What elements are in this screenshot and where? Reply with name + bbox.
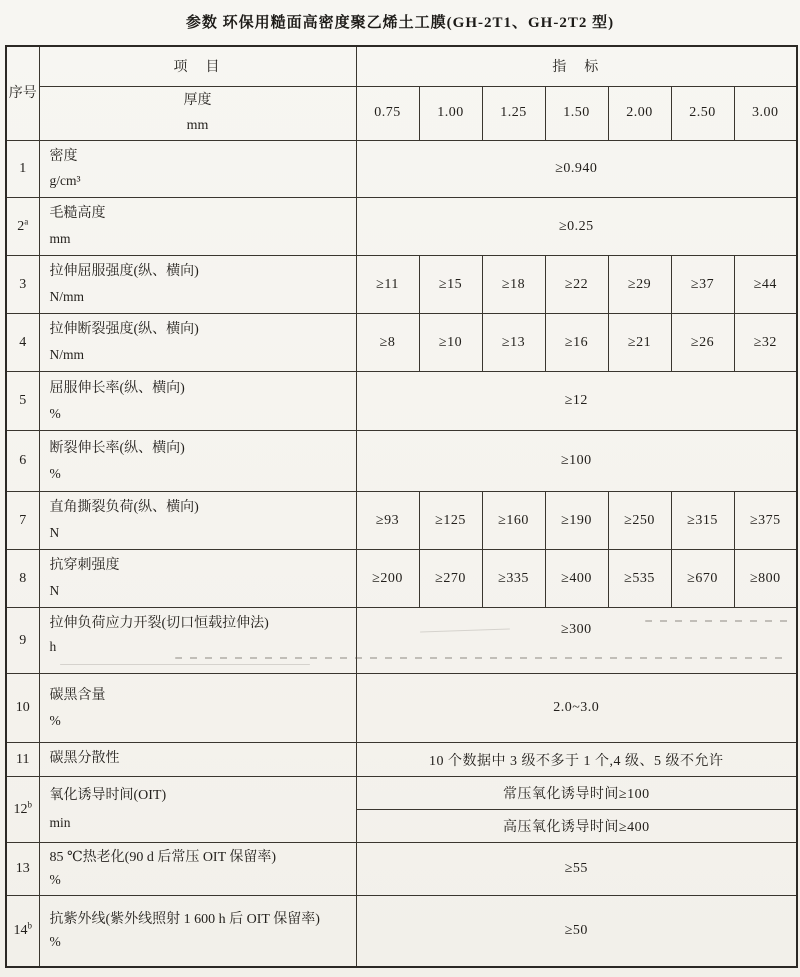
item-unit: h [49, 638, 57, 654]
item-name: 毛糙高度 [49, 206, 106, 222]
item-cell [39, 743, 356, 777]
value-cell: ≥29 [608, 256, 671, 314]
value-cell: ≥22 [545, 256, 608, 314]
item-name: 碳黑含量 [49, 687, 106, 703]
item-cell [39, 140, 356, 198]
item-unit: % [49, 872, 61, 888]
value-cell: ≥16 [545, 314, 608, 372]
thickness-value: 3.00 [734, 86, 797, 140]
page-title: 参数 环保用糙面高密度聚乙烯土工膜(GH-2T1、GH-2T2 型) [185, 15, 615, 31]
serial-cell: 11 [6, 743, 39, 777]
item-name: 拉伸负荷应力开裂(切口恒载拉伸法) [49, 615, 269, 631]
table-row [6, 674, 797, 743]
serial-cell: 10 [6, 674, 39, 743]
table-row [6, 198, 797, 256]
value-cell: ≥0.940 [356, 140, 797, 198]
value-cell: 10 个数据中 3 级不多于 1 个,4 级、5 级不允许 [356, 743, 797, 777]
item-name: 密度 [49, 148, 78, 164]
item-unit: mm [49, 231, 71, 247]
table-row [6, 608, 797, 674]
item-unit: % [49, 405, 61, 421]
item-name: 拉伸屈服强度(纵、横向) [49, 264, 199, 280]
item-name: 碳黑分散性 [49, 751, 120, 767]
header-serial: 序号 [6, 46, 39, 140]
value-cell: ≥15 [419, 256, 482, 314]
item-cell [39, 843, 356, 896]
item-name: 屈服伸长率(纵、横向) [49, 380, 185, 396]
value-cell: ≥125 [419, 492, 482, 550]
serial-cell: 12$^b$ [6, 777, 39, 843]
value-cell: ≥300 [356, 608, 797, 674]
table-row [6, 777, 797, 810]
thickness-value: 0.75 [356, 86, 419, 140]
thickness-value: 2.00 [608, 86, 671, 140]
value-cell: ≥26 [671, 314, 734, 372]
item-cell [39, 777, 356, 843]
value-cell: ≥12 [356, 372, 797, 431]
value-cell: ≥315 [671, 492, 734, 550]
serial-cell: 7 [6, 492, 39, 550]
serial-cell: 6 [6, 431, 39, 492]
item-name: 抗紫外线(紫外线照射 1 600 h 后 OIT 保留率) [49, 911, 320, 927]
item-unit: N/mm [49, 289, 85, 305]
table-row [6, 372, 797, 431]
value-cell: ≥535 [608, 550, 671, 608]
value-cell: ≥200 [356, 550, 419, 608]
item-name: 85 ℃热老化(90 d 后常压 OIT 保留率) [49, 850, 277, 866]
value-cell: ≥400 [545, 550, 608, 608]
value-cell: ≥93 [356, 492, 419, 550]
item-name: 直角撕裂负荷(纵、横向) [49, 500, 199, 516]
item-unit: N/mm [49, 347, 85, 363]
item-name: 断裂伸长率(纵、横向) [49, 440, 185, 456]
value-cell: ≥55 [356, 843, 797, 896]
item-cell [39, 550, 356, 608]
thickness-value: 1.00 [419, 86, 482, 140]
item-cell [39, 431, 356, 492]
item-cell [39, 608, 356, 674]
header-row-thickness [6, 86, 797, 140]
header-row-top [6, 46, 797, 86]
serial-cell: 9 [6, 608, 39, 674]
value-cell: ≥250 [608, 492, 671, 550]
value-cell: ≥8 [356, 314, 419, 372]
value-cell: ≥335 [482, 550, 545, 608]
header-index: 指 标 [356, 46, 797, 86]
value-cell: ≥44 [734, 256, 797, 314]
table-row [6, 140, 797, 198]
table-row [6, 256, 797, 314]
table-row [6, 314, 797, 372]
value-cell: ≥37 [671, 256, 734, 314]
value-cell: ≥13 [482, 314, 545, 372]
thickness-value: 1.25 [482, 86, 545, 140]
item-name: 抗穿刺强度 [49, 558, 120, 574]
value-cell: 高压氧化诱导时间≥400 [356, 810, 797, 843]
value-cell: ≥0.25 [356, 198, 797, 256]
serial-cell: 14$^b$ [6, 896, 39, 967]
thickness-label: 厚度 [183, 92, 212, 108]
value-cell: ≥50 [356, 896, 797, 967]
value-cell: ≥10 [419, 314, 482, 372]
serial-cell: 8 [6, 550, 39, 608]
item-unit: % [49, 712, 61, 728]
thickness-value: 1.50 [545, 86, 608, 140]
thickness-value: 2.50 [671, 86, 734, 140]
value-cell: ≥11 [356, 256, 419, 314]
value-cell: ≥800 [734, 550, 797, 608]
value-cell: ≥670 [671, 550, 734, 608]
table-row [6, 550, 797, 608]
serial-cell: 2$^a$ [6, 198, 39, 256]
item-cell [39, 372, 356, 431]
serial-cell: 4 [6, 314, 39, 372]
table-row [6, 492, 797, 550]
item-cell [39, 198, 356, 256]
value-cell: ≥190 [545, 492, 608, 550]
serial-cell: 1 [6, 140, 39, 198]
table-row [6, 843, 797, 896]
item-cell [39, 896, 356, 967]
item-cell [39, 492, 356, 550]
serial-cell: 5 [6, 372, 39, 431]
serial-cell: 13 [6, 843, 39, 896]
item-name: 拉伸断裂强度(纵、横向) [49, 322, 199, 338]
header-thickness [39, 86, 356, 140]
value-cell: 常压氧化诱导时间≥100 [356, 777, 797, 810]
value-cell: ≥160 [482, 492, 545, 550]
item-cell [39, 314, 356, 372]
item-cell [39, 674, 356, 743]
item-unit: N [49, 525, 60, 541]
item-unit: % [49, 934, 61, 950]
item-cell [39, 256, 356, 314]
table-row [6, 431, 797, 492]
serial-cell: 3 [6, 256, 39, 314]
value-cell: ≥375 [734, 492, 797, 550]
item-unit: min [49, 815, 71, 831]
item-unit: % [49, 465, 61, 481]
header-item: 项 目 [39, 46, 356, 86]
thickness-unit: mm [186, 118, 209, 133]
value-cell: 2.0~3.0 [356, 674, 797, 743]
spec-table [5, 45, 798, 968]
item-name: 氧化诱导时间(OIT) [49, 788, 167, 804]
item-unit: N [49, 583, 60, 599]
item-unit: g/cm³ [49, 173, 81, 189]
value-cell: ≥18 [482, 256, 545, 314]
value-cell: ≥100 [356, 431, 797, 492]
table-row [6, 896, 797, 967]
table-row [6, 743, 797, 777]
value-cell: ≥21 [608, 314, 671, 372]
value-cell: ≥270 [419, 550, 482, 608]
value-cell: ≥32 [734, 314, 797, 372]
